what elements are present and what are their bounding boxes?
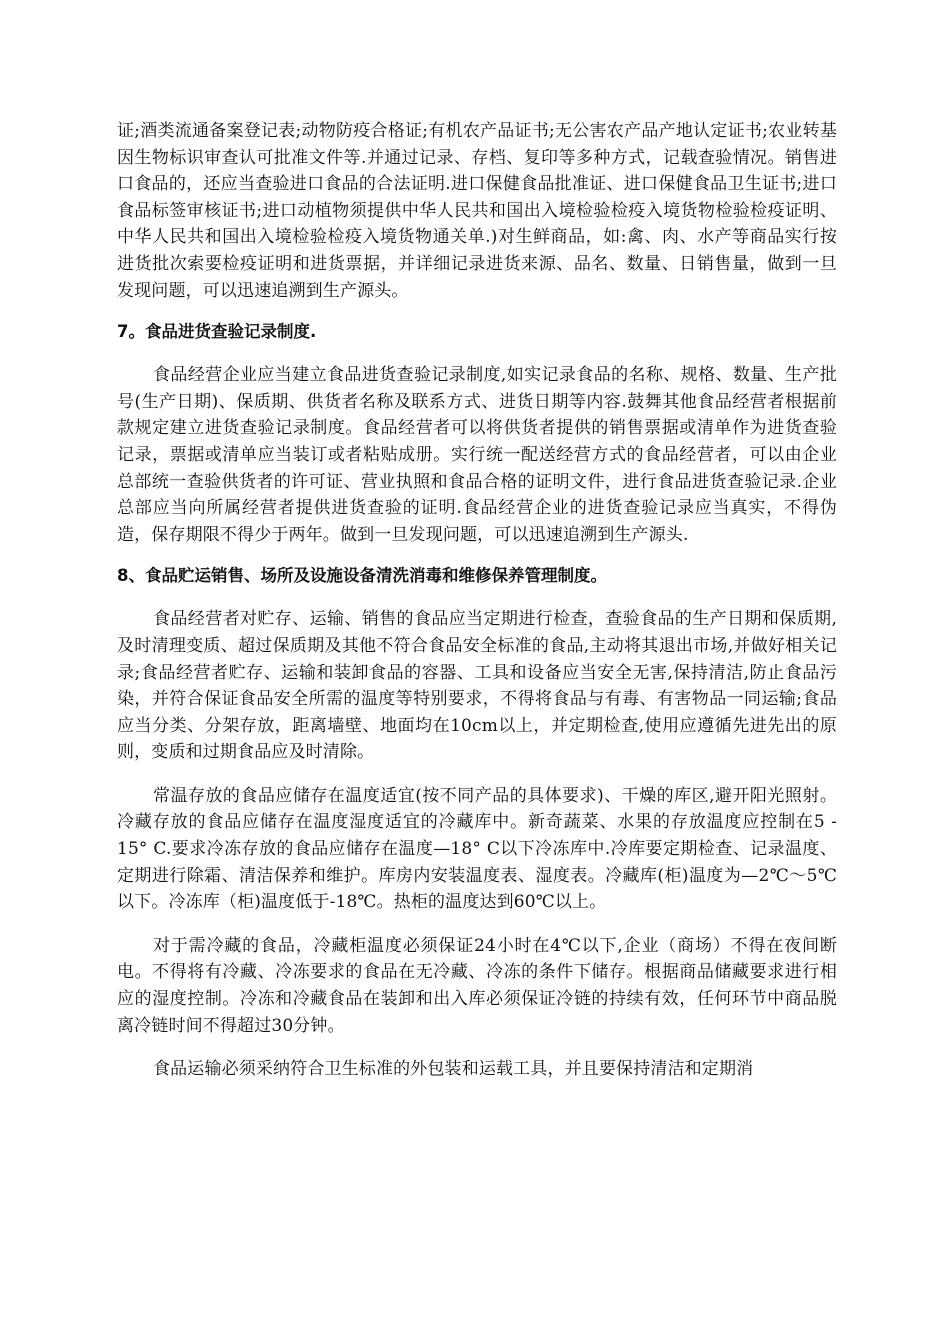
section-8-paragraph-3: 对于需冷藏的食品，冷藏柜温度必须保证24小时在4℃以下,企业（商场）不得在夜间断电。不得将有冷藏、冷冻要求的食品在无冷藏、冷冻的条件下储存。根据商品储藏要求进行相应的湿度控制。冷冻和冷藏食品在装卸和出入库必须保证冷链的持续有效，任何环节中商品脱离冷链时间不得超过30分钟。 bbox=[117, 935, 837, 1036]
section-7-heading: 7。食品进货查验记录制度. bbox=[117, 322, 317, 342]
section-8-paragraph-1: 食品经营者对贮存、运输、销售的食品应当定期进行检查，查验食品的生产日期和保质期,及时清理变质、超过保质期及其他不符合食品安全标准的食品,主动将其退出市场,并做好相关记录;食品经营者贮存、运输和装卸食品的容器、工具和设备应当安全无害,保持清洁,防止食品污染，并符合保证食品安全所需的温度等特别要求，不得将食品与有毒、有害物品一同运输;食品应当分类、分架存放，距离墙壁、地面均在10cm以上，并定期检查,使用应遵循先进先出的原则，变质和过期食品应及时清除。 bbox=[117, 609, 837, 763]
intro-paragraph: 证;酒类流通备案登记表;动物防疫合格证;有机农产品证书;无公害农产品产地认定证书;农业转基因生物标识审查认可批准文件等.并通过记录、存档、复印等多种方式，记载查验情况。销售进口食品的，还应当查验进口食品的合法证明.进口保健食品批准证、进口保健食品卫生证书;进口食品标签审核证书;进口动植物须提供中华人民共和国出入境检验检疫入境货物检验检疫证明、中华人民共和国出入境检验检疫入境货物通关单.)对生鲜商品，如:禽、肉、水产等商品实行按进货批次索要检疫证明和进货票据，并详细记录进货来源、品名、数量、日销售量，做到一旦发现问题，可以迅速追溯到生产源头。 bbox=[117, 121, 837, 301]
document-page bbox=[117, 118, 837, 1083]
section-8-heading: 8、食品贮运销售、场所及设施设备清洗消毒和维修保养管理制度。 bbox=[117, 566, 607, 586]
section-7-paragraph: 食品经营企业应当建立食品进货查验记录制度,如实记录食品的名称、规格、数量、生产批号(生产日期)、保质期、供货者名称及联系方式、进货日期等内容.鼓舞其他食品经营者根据前款规定建立进货查验记录制度。食品经营者可以将供货者提供的销售票据或清单作为进货查验记录，票据或清单应当装订或者粘贴成册。实行统一配送经营方式的食品经营者，可以由企业总部统一查验供货者的许可证、营业执照和食品合格的证明文件，进行食品进货查验记录.企业总部应当向所属经营者提供进货查验的证明.食品经营企业的进货查验记录应当真实，不得伪造，保存期限不得少于两年。做到一旦发现问题，可以迅速追溯到生产源头. bbox=[117, 365, 837, 545]
section-8-paragraph-2: 常温存放的食品应储存在温度适宜(按不同产品的具体要求)、干燥的库区,避开阳光照射。冷藏存放的食品应储存在温度湿度适宜的冷藏库中。新奇蔬菜、水果的存放温度应控制在5 - 15° C.要求冷冻存放的食品应储存在温度—18° C以下冷冻库中.冷库要定期检查、记录温度、定期进行除霜、清洁保养和维护。库房内安装温度表、湿度表。冷藏库(柜)温度为—2℃～5℃以下。冷冻库（柜)温度低于-18℃。热柜的温度达到60℃以上。 bbox=[117, 785, 837, 913]
section-8-paragraph-4: 食品运输必须采纳符合卫生标准的外包装和运载工具，并且要保持清洁和定期消 bbox=[153, 1059, 754, 1080]
